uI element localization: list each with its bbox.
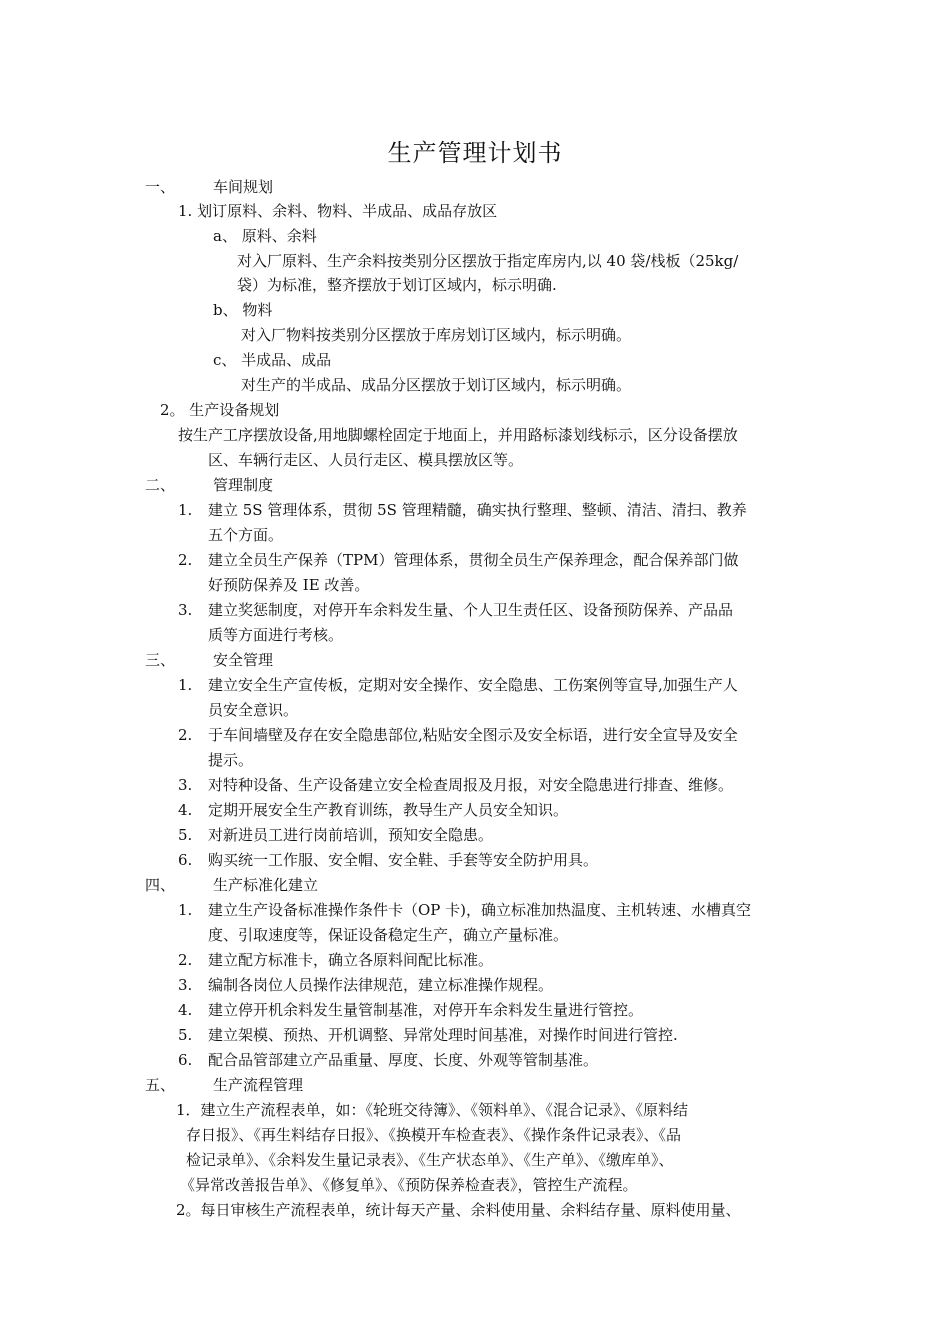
section-2-number: 二、 bbox=[145, 476, 176, 494]
section-1-item-2-text-2: 区、车辆行走区、人员行走区、模具摆放区等。 bbox=[208, 451, 524, 469]
section-1-item-2: 2。 生产设备规划 bbox=[160, 401, 280, 419]
list-item: 1．建立生产流程表单，如：《轮班交待簿》、《领料单》、《混合记录》、《原料结 bbox=[176, 1101, 689, 1119]
section-1-sub-b-label: b、 物料 bbox=[213, 301, 273, 319]
list-item: 建立 5S 管理体系，贯彻 5S 管理精髓，确实执行整理、整顿、清洁、清扫、教养 bbox=[208, 501, 747, 519]
list-number: 1. bbox=[178, 676, 193, 694]
section-3-title: 安全管理 bbox=[213, 651, 274, 669]
list-item: 购买统一工作服、安全帽、安全鞋、手套等安全防护用具。 bbox=[208, 851, 599, 869]
list-item: 配合品管部建立产品重量、厚度、长度、外观等管制基准。 bbox=[208, 1051, 599, 1069]
list-number: 1. bbox=[178, 901, 193, 919]
list-number: 6. bbox=[178, 851, 193, 869]
section-4-number: 四、 bbox=[145, 876, 176, 894]
list-item: 建立架模、预热、开机调整、异常处理时间基准，对操作时间进行管控. bbox=[208, 1026, 678, 1044]
list-item-continuation: 存日报》、《再生料结存日报》、《换模开车检查表》、《操作条件记录表》、《品 bbox=[186, 1126, 682, 1144]
list-item: 建立生产设备标准操作条件卡（OP 卡)，确立标准加热温度、主机转速、水槽真空 bbox=[208, 901, 752, 919]
section-1-sub-b-text: 对入厂物料按类别分区摆放于库房划订区域内，标示明确。 bbox=[241, 326, 632, 344]
list-item: 对特种设备、生产设备建立安全检查周报及月报，对安全隐患进行排查、维修。 bbox=[208, 776, 734, 794]
page-title: 生产管理计划书 bbox=[387, 139, 563, 167]
list-item: 对新进员工进行岗前培训，预知安全隐患。 bbox=[208, 826, 494, 844]
list-number: 3. bbox=[178, 776, 193, 794]
list-item: 建立全员生产保养（TPM）管理体系，贯彻全员生产保养理念，配合保养部门做 bbox=[208, 551, 739, 569]
section-1-sub-a-text-1: 对入厂原料、生产余料按类别分区摆放于指定库房内,以 40 袋/栈板（25kg/ bbox=[237, 252, 739, 270]
section-1-sub-c-text: 对生产的半成品、成品分区摆放于划订区域内，标示明确。 bbox=[241, 376, 632, 394]
list-number: 4. bbox=[178, 801, 193, 819]
list-number: 2. bbox=[178, 951, 193, 969]
section-4-title: 生产标准化建立 bbox=[213, 876, 319, 894]
section-1-number: 一、 bbox=[145, 178, 176, 196]
list-item-continuation: 员安全意识。 bbox=[208, 701, 299, 719]
section-1-sub-a-label: a、 原料、余料 bbox=[213, 227, 317, 245]
section-1-sub-a-text-2: 袋）为标准，整齐摆放于划订区域内，标示明确. bbox=[237, 276, 557, 294]
section-2-title: 管理制度 bbox=[213, 476, 274, 494]
list-item-continuation: 好预防保养及 IE 改善。 bbox=[208, 576, 370, 594]
list-item-continuation: 度、引取速度等，保证设备稳定生产，确立产量标准。 bbox=[208, 926, 569, 944]
list-item: 建立停开机余料发生量管制基准，对停开车余料发生量进行管控。 bbox=[208, 1001, 644, 1019]
list-item-continuation: 《异常改善报告单》、《修复单》、《预防保养检查表》，管控生产流程。 bbox=[180, 1176, 638, 1194]
list-number: 5. bbox=[178, 1026, 193, 1044]
list-number: 2. bbox=[178, 726, 193, 744]
list-item-continuation: 检记录单》、《余料发生量记录表》、《生产状态单》、《生产单》、《缴库单》、 bbox=[186, 1151, 674, 1169]
list-item: 建立安全生产宣传板，定期对安全操作、安全隐患、工伤案例等宣导,加强生产人 bbox=[208, 676, 738, 694]
list-item: 2。每日审核生产流程表单，统计每天产量、余料使用量、余料结存量、原料使用量、 bbox=[176, 1201, 741, 1219]
section-5-title: 生产流程管理 bbox=[213, 1076, 304, 1094]
list-number: 6. bbox=[178, 1051, 193, 1069]
list-number: 3. bbox=[178, 601, 193, 619]
list-item: 建立配方标准卡，确立各原料间配比标准。 bbox=[208, 951, 494, 969]
section-1-item-2-text-1: 按生产工序摆放设备,用地脚螺栓固定于地面上，并用路标漆划线标示，区分设备摆放 bbox=[178, 426, 738, 444]
list-item: 定期开展安全生产教育训练，教导生产人员安全知识。 bbox=[208, 801, 569, 819]
section-1-sub-c-label: c、 半成品、成品 bbox=[213, 351, 332, 369]
list-item: 建立奖惩制度，对停开车余料发生量、个人卫生责任区、设备预防保养、产品品 bbox=[208, 601, 734, 619]
list-number: 4. bbox=[178, 1001, 193, 1019]
section-3-number: 三、 bbox=[145, 651, 176, 669]
list-number: 2. bbox=[178, 551, 193, 569]
list-number: 3. bbox=[178, 976, 193, 994]
section-1-item-1: 1. 划订原料、余料、物料、半成品、成品存放区 bbox=[178, 202, 498, 220]
list-item: 编制各岗位人员操作法律规范，建立标准操作规程。 bbox=[208, 976, 554, 994]
list-number: 1. bbox=[178, 501, 193, 519]
list-item-continuation: 五个方面。 bbox=[208, 526, 284, 544]
list-item: 于车间墙壁及存在安全隐患部位,粘贴安全图示及安全标语，进行安全宣导及安全 bbox=[208, 726, 738, 744]
list-item-continuation: 提示。 bbox=[208, 751, 254, 769]
section-1-title: 车间规划 bbox=[213, 178, 274, 196]
list-number: 5. bbox=[178, 826, 193, 844]
list-item-continuation: 质等方面进行考核。 bbox=[208, 626, 344, 644]
section-5-number: 五、 bbox=[145, 1076, 176, 1094]
